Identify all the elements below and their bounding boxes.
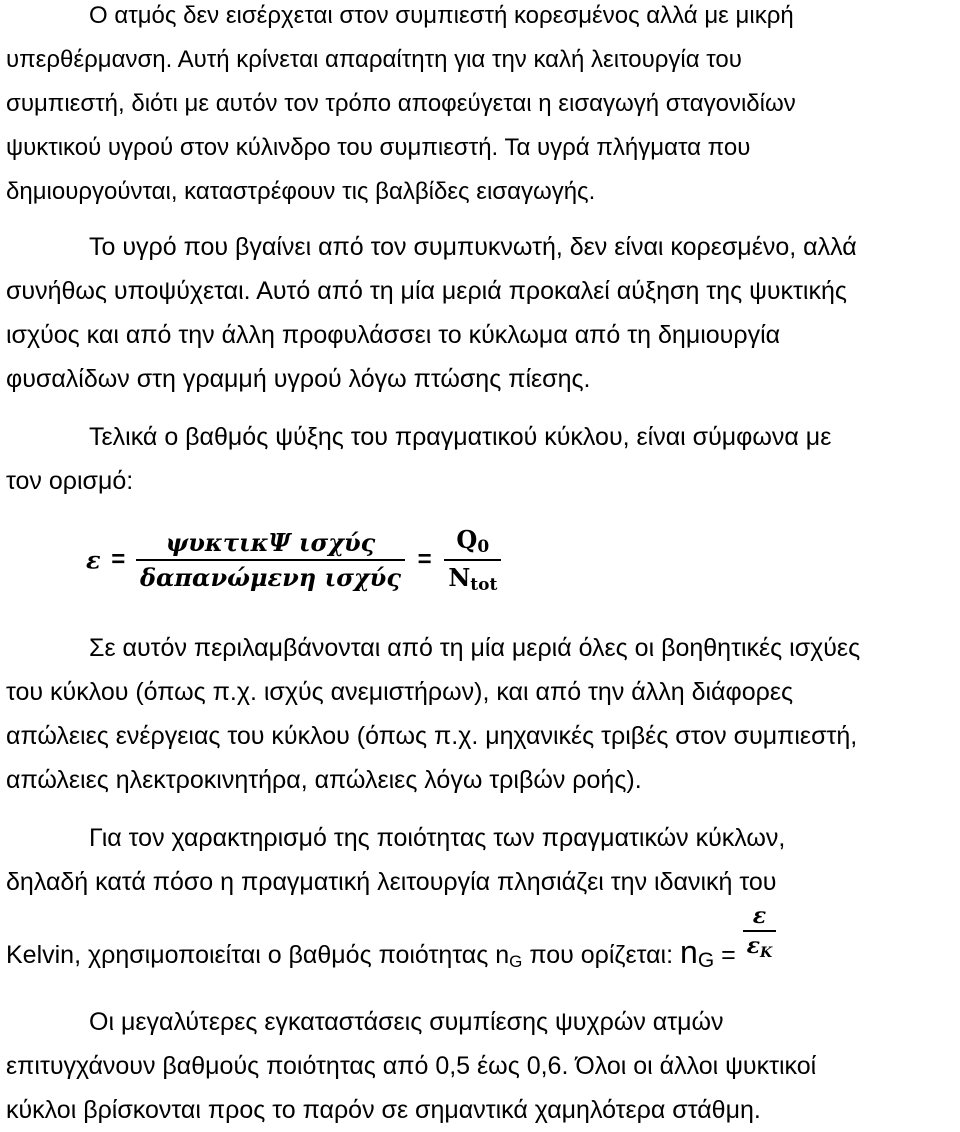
text-line: Για τον χαρακτηρισμό της ποιότητας των πραγματικών κύκλων,: [89, 824, 786, 852]
formula-numerator: ψυκτικΨ ισχύς: [136, 528, 405, 561]
text-line: Ο ατμός δεν εισέρχεται στον συμπιεστή κορεσμένος αλλά με μικρή: [89, 2, 794, 29]
formula-denominator: δαπανώμενη ισχύς: [139, 563, 401, 592]
formula-n: N: [448, 563, 471, 592]
text-line: απώλειες ηλεκτροκινητήρα, απώλειες λόγω τριβών ροής).: [6, 766, 642, 794]
text-line: υπερθέρμανση. Αυτή κρίνεται απαραίτητη για την καλή λειτουργία του: [6, 46, 742, 73]
paragraph-6: [6, 1000, 960, 1132]
formula-q-subscript: 0: [477, 537, 490, 557]
formula-symbol: ε: [86, 545, 101, 575]
formula-equals: =: [417, 546, 432, 573]
paragraph-3: [6, 415, 960, 503]
text-line: Το υγρό που βγαίνει από τον συμπυκνωτή, δεν είναι κορεσμένο, αλλά: [89, 233, 857, 261]
text-line: δηλαδή κατά πόσο η πραγματική λειτουργία πλησιάζει την ιδανική του: [6, 868, 777, 896]
formula-symbol-fraction: [444, 525, 501, 595]
formula-n-subscript: tot: [470, 575, 498, 595]
efficiency-formula: [86, 525, 501, 605]
text-line: του κύκλου (όπως π.χ. ισχύς ανεμιστήρων), και από την άλλη διάφορες: [6, 678, 794, 706]
quality-fraction: $\frac{\varepsilon}{\varepsilon_K}$: [743, 904, 777, 965]
text-line: Σε αυτόν περιλαμβάνονται από τη μία μεριά όλες οι βοηθητικές ισχύες: [89, 634, 861, 662]
paragraph-5: [6, 816, 960, 972]
paragraph-2: [6, 225, 960, 401]
text-line: συμπιεστή, διότι με αυτόν τον τρόπο αποφεύγεται η εισαγωγή σταγονιδίων: [6, 90, 796, 117]
paragraph-4: [6, 626, 960, 802]
text-line: απώλειες ενέργειας του κύκλου (όπως π.χ. μηχανικές τριβές στον συμπιεστή,: [6, 722, 858, 750]
quality-symbol: n: [680, 934, 698, 970]
text-line: τον ορισμό:: [6, 467, 134, 495]
text-line: φυσαλίδων στη γραμμή υγρού λόγω πτώσης πίεσης.: [6, 365, 591, 393]
text-line: ισχύος και από την άλλη προφυλάσσει το κύκλωμα από τη δημιουργία: [6, 321, 781, 349]
text-line: συνήθως υποψύχεται. Αυτό από τη μία μεριά προκαλεί αύξηση της ψυκτικής: [6, 277, 847, 305]
paragraph-1: [6, 0, 960, 214]
text-line: Τελικά ο βαθμός ψύξης του πραγματικού κύκλου, είναι σύμφωνα με: [89, 423, 832, 451]
formula-q: Q: [456, 525, 478, 554]
text-line: Kelvin, χρησιμοποιείται ο βαθμός ποιότητας $n_G$ που ορίζεται: $n_G$ = $\frac{\varepsilon}{\varepsilon_K}$: [6, 904, 960, 968]
text-line: επιτυγχάνουν βαθμούς ποιότητας από 0,5 έως 0,6. Όλοι οι άλλοι ψυκτικοί: [6, 1052, 817, 1080]
formula-word-fraction: [136, 528, 405, 592]
text-line: κύκλοι βρίσκονται προς το παρόν σε σημαντικά χαμηλότερα στάθμη.: [6, 1096, 761, 1124]
text-line: δημιουργούνται, καταστρέφουν τις βαλβίδες εισαγωγής.: [6, 178, 596, 205]
text-line: Οι μεγαλύτερες εγκαταστάσεις συμπίεσης ψυχρών ατμών: [89, 1008, 724, 1036]
text-line: ψυκτικού υγρού στον κύλινδρο του συμπιεστή. Τα υγρά πλήγματα που: [6, 134, 751, 161]
formula-equals: =: [111, 546, 126, 573]
